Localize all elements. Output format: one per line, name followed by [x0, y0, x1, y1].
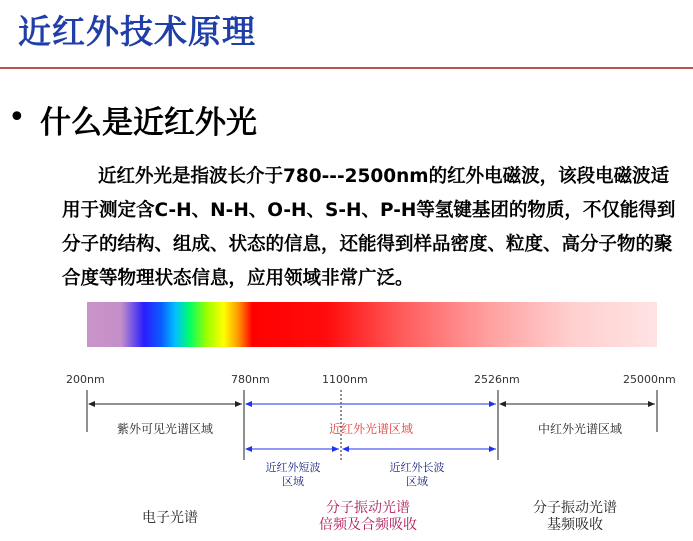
- vibration-overtone-line2: 倍频及合频吸收: [319, 517, 417, 533]
- electronic-spectrum-label: 电子光谱: [142, 510, 198, 526]
- short-wave-label: [246, 461, 340, 489]
- vibration-overtone-line1: 分子振动光谱: [326, 500, 410, 516]
- section-title: 什么是近红外光: [40, 105, 257, 141]
- vibration-overtone-label: [288, 500, 448, 534]
- description-paragraph: 近红外光是指波长介于780---2500nm的红外电磁波，该段电磁波适用于测定含C-H、N-H、O-H、S-H、P-H等氢键基团的物质，不仅能得到分子的结构、组成、状态的信息，还能得到样品密度、粒度、高分子物的聚合度等物理状态信息，应用领域非常广泛。: [62, 166, 676, 289]
- vibration-fundamental-line2: 基频吸收: [547, 517, 603, 533]
- long-wave-label: [370, 461, 464, 489]
- page-title: 近红外技术原理: [18, 12, 256, 51]
- region-uv-visible-label: 紫外可见光谱区域: [116, 422, 213, 436]
- bullet-icon: •: [8, 100, 26, 135]
- tick-label-200nm: 200nm: [66, 373, 105, 386]
- short-wave-label-line2: 区域: [282, 475, 304, 488]
- region-mid-ir-label: 中红外光谱区域: [537, 422, 622, 436]
- tick-label-2526nm: 2526nm: [474, 373, 520, 386]
- vibration-fundamental-label: [505, 500, 645, 534]
- long-wave-label-line1: 近红外长波: [389, 461, 445, 474]
- long-wave-label-line2: 区域: [406, 475, 428, 488]
- region-near-ir-label: 近红外光谱区域: [328, 422, 413, 436]
- tick-label-25000nm: 25000nm: [623, 373, 676, 386]
- tick-label-1100nm: 1100nm: [322, 373, 368, 386]
- short-wave-label-line1: 近红外短波: [265, 461, 321, 474]
- vibration-fundamental-line1: 分子振动光谱: [533, 500, 617, 516]
- tick-label-780nm: 780nm: [231, 373, 270, 386]
